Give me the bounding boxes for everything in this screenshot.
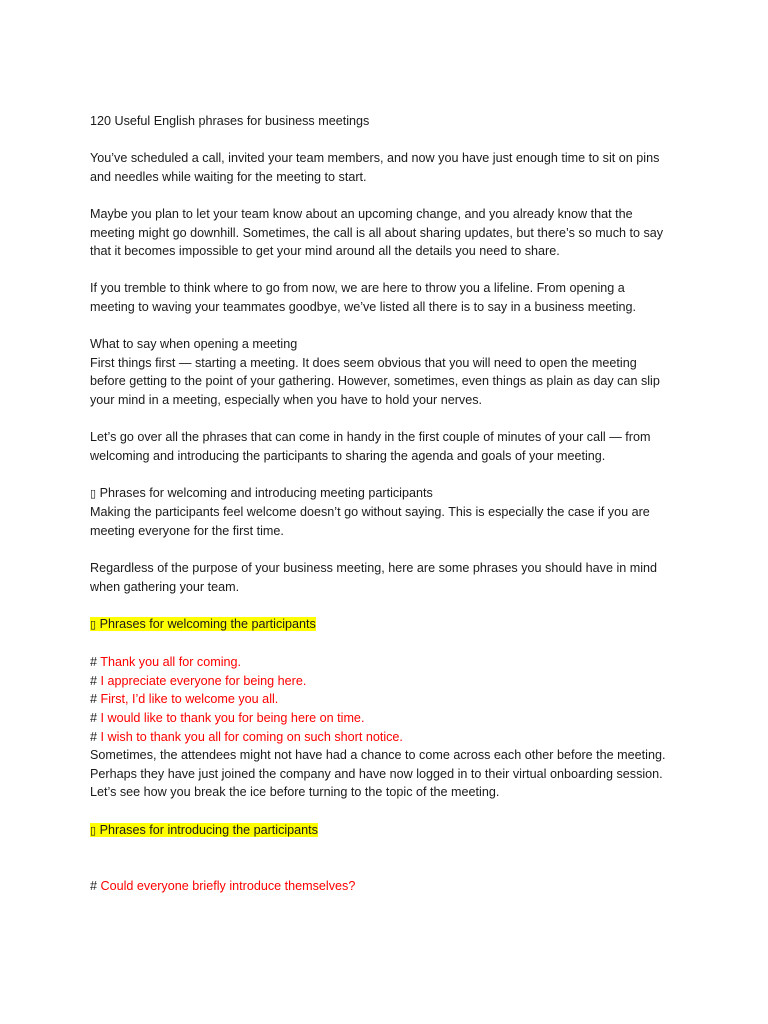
missing-glyph-icon: ▯ [90,618,97,632]
welcome-paragraph-2: Regardless of the purpose of your business meeting, here are some phrases you should have in mind when gathering your team. [90,561,658,594]
spacer [90,840,690,877]
welcoming-phrase-list [90,653,690,746]
subsection-welcoming-heading [90,615,690,635]
missing-glyph-icon: ▯ [90,823,97,837]
highlighted-heading: ▯ Phrases for introducing the participants [90,822,318,837]
phrase-item: # I wish to thank you all for coming on such short notice. [90,729,403,744]
phrase-item: # I appreciate everyone for being here. [90,673,307,688]
intro-paragraph-1: You’ve scheduled a call, invited your team members, and now you have just enough time to sit on pins and needles while waiting for the meeting to start. [90,151,660,184]
section-welcome-intro: ▯ Phrases for welcoming and introducing meeting participants Making the participants feel welcome doesn’t go without saying. This is especially the case if you are meeting everyone for the first time. [90,484,690,541]
document-title [90,112,690,131]
phrase-item: # I would like to thank you for being here on time. [90,711,365,725]
phrase-item: # Thank you all for coming. [90,655,241,670]
subsection-introducing-heading [90,821,690,841]
introducing-phrase-list [90,877,690,896]
section-heading: ▯ Phrases for welcoming and introducing meeting participants [90,485,433,500]
welcoming-after-paragraph: Sometimes, the attendees might not have had a chance to come across each other before the meeting. Perhaps they have just joined the company and have now logged in to their virtual onboarding session. Let’s see how you break the ice before turning to the topic of the meeting. [90,748,666,800]
phrase-item: # Could everyone briefly introduce themselves? [90,879,356,894]
intro-paragraph-3: If you tremble to think where to go from now, we are here to throw you a lifeline. From opening a meeting to waving your teammates goodbye, we’ve listed all there is to say in a business meeting. [90,281,637,314]
highlighted-heading: ▯ Phrases for welcoming the participants [90,617,316,632]
title-text: 120 Useful English phrases for business meetings [90,114,370,128]
intro-paragraph-2: Maybe you plan to let your team know about an upcoming change, and you already know that the meeting might go downhill. Sometimes, the call is all about sharing updates, but there’s so much to say that it becomes impossible to get your mind around all the details you need to share. [90,206,664,259]
document-body [90,112,690,896]
missing-glyph-icon: ▯ [90,486,97,500]
section-heading: What to say when opening a meeting [90,337,298,352]
opening-paragraph-2: Let’s go over all the phrases that can come in handy in the first couple of minutes of your call — from welcoming and introducing the participants to sharing the agenda and goals of your meeting. [90,430,651,463]
section-opening: What to say when opening a meeting First things first — starting a meeting. It does seem obvious that you will need to open the meeting before getting to the point of your gathering. However, sometimes, even things as plain as day can slip your mind in a meeting, especially when you have to hold your nerves. [90,335,690,409]
phrase-item: # First, I’d like to welcome you all. [90,692,279,707]
